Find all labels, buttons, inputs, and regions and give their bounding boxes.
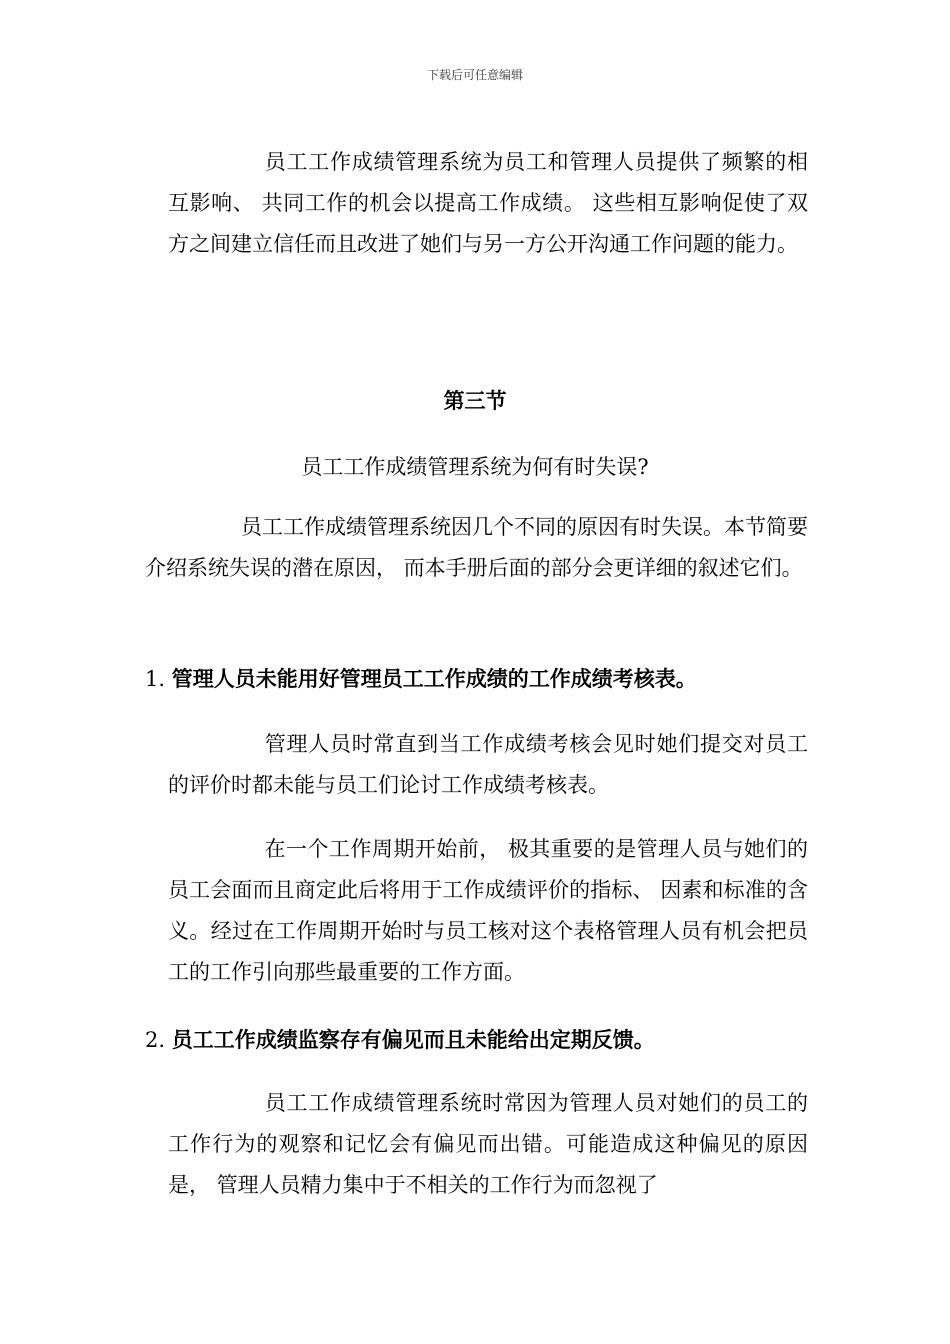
section-overview-text: 员工工作成绩管理系统因几个不同的原因有时失误。本节简要介绍系统失误的潜在原因， 而本手册后面的部分会更详细的叙述它们。: [145, 515, 808, 580]
page-header-note: 下载后可任意编辑: [426, 68, 523, 82]
section-overview-paragraph: [145, 507, 808, 589]
item-2-paragraph-1-text: 员工工作成绩管理系统时常因为管理人员对她们的员工的工作行为的观察和记忆会有偏见而出错。可能造成这种偏见的原因是， 管理人员精力集中于不相关的工作行为而忽视了: [168, 1091, 808, 1197]
item-heading-text-2: 员工工作成绩监察存有偏见而且未能给出定期反馈。: [171, 1028, 655, 1052]
item-number-2: 2.: [145, 1028, 166, 1052]
item-heading-1: [145, 664, 825, 694]
intro-paragraph: [168, 142, 808, 265]
item-heading-2: [145, 1025, 825, 1055]
item-1-paragraph-2: [168, 829, 808, 993]
item-1-paragraph-1: [168, 724, 808, 806]
intro-paragraph-text: 员工工作成绩管理系统为员工和管理人员提供了频繁的相互影响、 共同工作的机会以提高工作成绩。 这些相互影响促使了双方之间建立信任而且改进了她们与另一方公开沟通工作问题的能力。: [168, 150, 808, 256]
item-2-paragraph-1: [168, 1083, 808, 1206]
section-subtitle: 员工工作成绩管理系统为何有时失误?: [301, 455, 649, 479]
item-1-paragraph-1-text: 管理人员时常直到当工作成绩考核会见时她们提交对员工的评价时都未能与员工们论讨工作成绩考核表。: [168, 732, 808, 797]
item-1-paragraph-2-text: 在一个工作周期开始前， 极其重要的是管理人员与她们的员工会面而且商定此后将用于工作成绩评价的指标、 因素和标准的含义。经过在工作周期开始时与员工核对这个表格管理人员有机会把员工的工作引向那些最重要的工作方面。: [168, 837, 808, 984]
item-number-1: 1.: [145, 667, 166, 691]
section-title: 第三节: [443, 389, 507, 413]
item-heading-text-1: 管理人员未能用好管理员工工作成绩的工作成绩考核表。: [171, 667, 697, 691]
